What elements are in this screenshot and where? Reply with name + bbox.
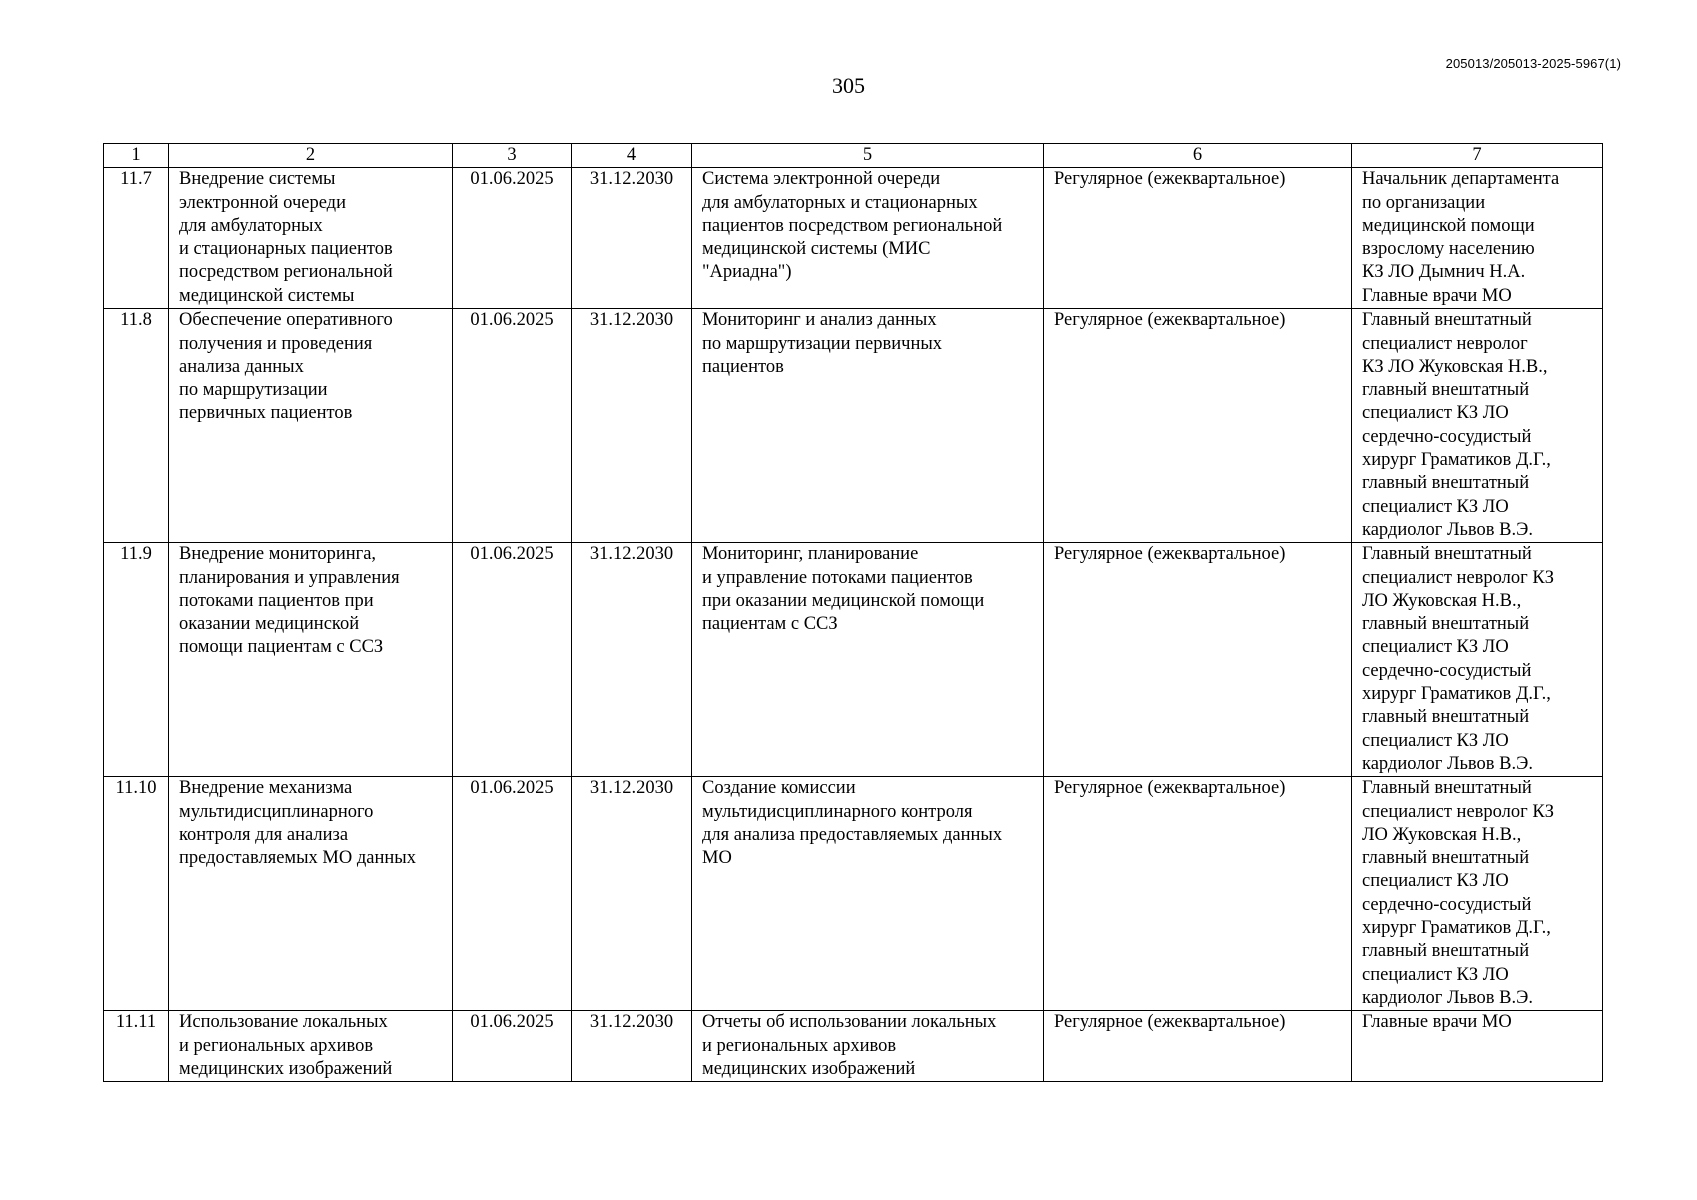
activity-cell — [169, 777, 453, 1011]
end-date: 31.12.2030 — [572, 543, 692, 777]
row-number: 11.7 — [104, 168, 169, 309]
responsible-cell — [1352, 777, 1603, 1011]
row-number: 11.10 — [104, 777, 169, 1011]
activity-text: Использование локальных и региональных архивов медицинских изображений — [179, 1012, 393, 1079]
page-number: 305 — [832, 73, 865, 98]
row-number: 11.9 — [104, 543, 169, 777]
responsible-text: Главный внештатный специалист невролог КЗ ЛО Жуковская Н.В., главный внештатный специалист КЗ ЛО сердечно-сосудистый хирург Граматиков Д.Г., главный внештатный специалист КЗ ЛО кардиолог Львов В.Э. — [1362, 310, 1551, 540]
result-text: Мониторинг и анализ данных по маршрутизации первичных пациентов — [702, 310, 943, 377]
plan-table — [103, 143, 1603, 1082]
responsible-cell — [1352, 168, 1603, 309]
activity-cell — [169, 309, 453, 543]
end-date: 31.12.2030 — [572, 1011, 692, 1082]
column-header-1: 1 — [104, 144, 169, 168]
result-text: Отчеты об использовании локальных и региональных архивов медицинских изображений — [702, 1012, 997, 1079]
column-header-6: 6 — [1044, 144, 1352, 168]
responsible-text: Главный внештатный специалист невролог КЗ ЛО Жуковская Н.В., главный внештатный специалист КЗ ЛО сердечно-сосудистый хирург Граматиков Д.Г., главный внештатный специалист КЗ ЛО кардиолог Львов В.Э. — [1362, 778, 1554, 1008]
end-date: 31.12.2030 — [572, 168, 692, 309]
responsible-text: Начальник департамента по организации медицинской помощи взрослому населению КЗ ЛО Дымнич Н.А. Главные врачи МО — [1362, 169, 1560, 306]
result-cell — [692, 309, 1044, 543]
result-cell — [692, 168, 1044, 309]
responsible-text: Главный внештатный специалист невролог КЗ ЛО Жуковская Н.В., главный внештатный специалист КЗ ЛО сердечно-сосудистый хирург Граматиков Д.Г., главный внештатный специалист КЗ ЛО кардиолог Львов В.Э. — [1362, 544, 1554, 774]
table-row — [104, 777, 1603, 1011]
column-header-2: 2 — [169, 144, 453, 168]
frequency-cell: Регулярное (ежеквартальное) — [1044, 168, 1352, 309]
frequency-cell: Регулярное (ежеквартальное) — [1044, 309, 1352, 543]
result-text: Создание комиссии мультидисциплинарного контроля для анализа предоставляемых данных МО — [702, 778, 1003, 869]
column-header-5: 5 — [692, 144, 1044, 168]
activity-text: Внедрение мониторинга, планирования и управления потоками пациентов при оказании медицинской помощи пациентам с ССЗ — [179, 544, 400, 658]
result-cell — [692, 1011, 1044, 1082]
frequency-cell: Регулярное (ежеквартальное) — [1044, 1011, 1352, 1082]
frequency-cell: Регулярное (ежеквартальное) — [1044, 777, 1352, 1011]
activity-cell — [169, 543, 453, 777]
table-row — [104, 1011, 1603, 1082]
responsible-cell — [1352, 543, 1603, 777]
start-date: 01.06.2025 — [453, 543, 572, 777]
start-date: 01.06.2025 — [453, 309, 572, 543]
responsible-text: Главные врачи МО — [1362, 1012, 1512, 1033]
start-date: 01.06.2025 — [453, 1011, 572, 1082]
frequency-cell: Регулярное (ежеквартальное) — [1044, 543, 1352, 777]
column-header-4: 4 — [572, 144, 692, 168]
end-date: 31.12.2030 — [572, 309, 692, 543]
result-cell — [692, 777, 1044, 1011]
row-number: 11.11 — [104, 1011, 169, 1082]
column-header-3: 3 — [453, 144, 572, 168]
activity-cell — [169, 168, 453, 309]
end-date: 31.12.2030 — [572, 777, 692, 1011]
document-id: 205013/205013-2025-5967(1) — [1445, 56, 1621, 71]
activity-text: Внедрение системы электронной очереди для амбулаторных и стационарных пациентов посредством региональной медицинской системы — [179, 169, 393, 306]
column-header-7: 7 — [1352, 144, 1603, 168]
table-row — [104, 309, 1603, 543]
result-cell — [692, 543, 1044, 777]
activity-text: Обеспечение оперативного получения и проведения анализа данных по маршрутизации первичных пациентов — [179, 310, 393, 424]
table-row — [104, 543, 1603, 777]
responsible-cell — [1352, 1011, 1603, 1082]
activity-text: Внедрение механизма мультидисциплинарного контроля для анализа предоставляемых МО данных — [179, 778, 416, 869]
activity-cell — [169, 1011, 453, 1082]
table-header-row — [104, 144, 1603, 168]
result-text: Система электронной очереди для амбулаторных и стационарных пациентов посредством региональной медицинской системы (МИС "Ариадна") — [702, 169, 1003, 283]
result-text: Мониторинг, планирование и управление потоками пациентов при оказании медицинской помощи пациентам с ССЗ — [702, 544, 985, 635]
row-number: 11.8 — [104, 309, 169, 543]
start-date: 01.06.2025 — [453, 168, 572, 309]
responsible-cell — [1352, 309, 1603, 543]
table-row — [104, 168, 1603, 309]
start-date: 01.06.2025 — [453, 777, 572, 1011]
